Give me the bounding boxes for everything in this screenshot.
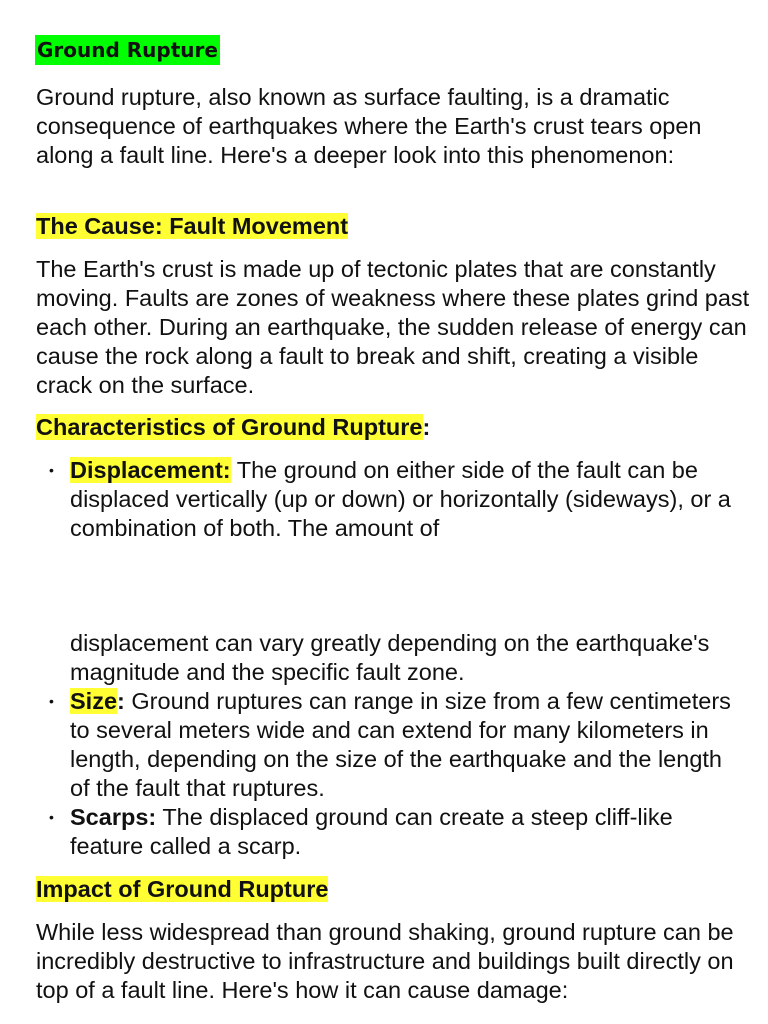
- characteristics-heading-text: Characteristics of Ground Rupture: [36, 414, 423, 440]
- cause-paragraph: The Earth's crust is made up of tectonic plates that are constantly moving. Faults are zones of weakness where these plates grind past each other. During an earthquake, the sudden release of energy can cause the rock along a fault to break and shift, creating a visible crack on the surface.: [36, 256, 750, 398]
- characteristics-heading-colon: :: [422, 414, 431, 440]
- cause-heading-text: The Cause: Fault Movement: [36, 213, 349, 239]
- document-title: Ground Rupture: [35, 35, 220, 65]
- impact-paragraph: While less widespread than ground shaking, ground rupture can be incredibly destructive to infrastructure and buildings built directly on top of a fault line. Here's how it can cause damage:: [36, 919, 734, 1003]
- bullet-dot: •: [49, 693, 54, 709]
- list-item-displacement-continued: [36, 629, 736, 687]
- displacement-term: Displacement:: [70, 457, 231, 483]
- size-term-colon: :: [117, 688, 125, 714]
- characteristics-heading: [36, 413, 430, 442]
- scarps-term: Scarps:: [70, 804, 157, 830]
- bullet-dot: •: [49, 809, 54, 825]
- intro-paragraph: Ground rupture, also known as surface faulting, is a dramatic consequence of earthquakes where the Earth's crust tears open along a fault line. Here's a deeper look into this phenomenon:: [36, 84, 702, 168]
- displacement-text-part2: displacement can vary greatly depending on the earthquake's magnitude and the specific fault zone.: [70, 630, 710, 685]
- scarps-text: The displaced ground can create a steep cliff-like feature called a scarp.: [70, 804, 673, 859]
- list-item-size: [36, 687, 736, 803]
- impact-heading: [36, 875, 328, 904]
- characteristics-list-part1: [36, 456, 736, 543]
- displacement-text-part1: The ground on either side of the fault can be displaced vertically (up or down) or horizontally (sideways), or a combination of both. The amount of: [70, 457, 731, 541]
- size-text: Ground ruptures can range in size from a few centimeters to several meters wide and can extend for many kilometers in length, depending on the size of the earthquake and the length of the fault that ruptures.: [70, 688, 731, 801]
- list-item-displacement: [36, 456, 736, 543]
- bullet-dot: •: [49, 462, 54, 478]
- impact-heading-text: Impact of Ground Rupture: [36, 876, 329, 902]
- size-term: Size: [70, 688, 118, 714]
- cause-heading: [36, 212, 348, 241]
- characteristics-list-part2: [36, 629, 736, 861]
- list-item-scarps: [36, 803, 736, 861]
